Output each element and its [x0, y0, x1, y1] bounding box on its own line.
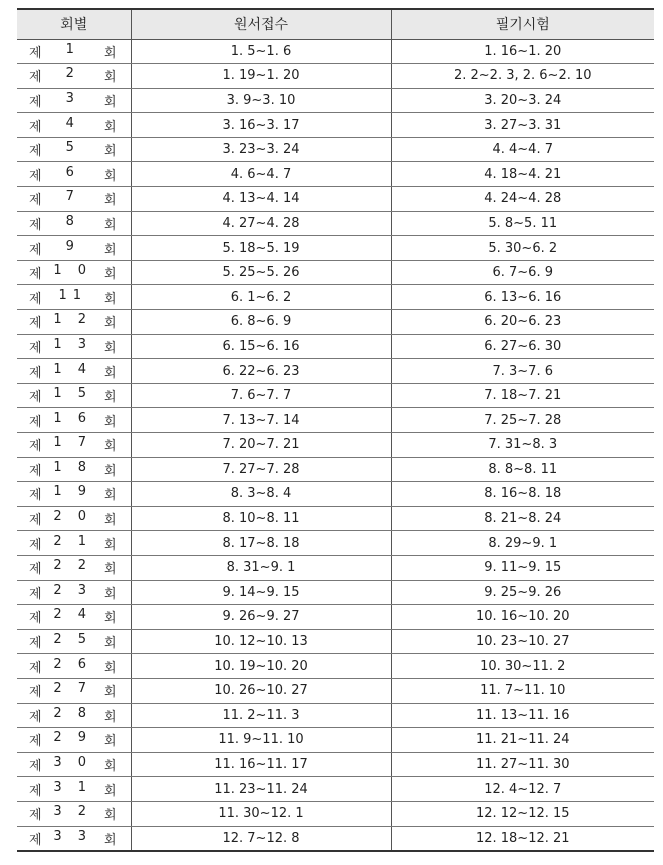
- application-period-cell: 6. 1~6. 2: [131, 285, 391, 310]
- round-suffix: 회: [103, 488, 117, 504]
- table-row: [17, 752, 654, 777]
- round-suffix: 회: [103, 463, 117, 479]
- round-cell: [17, 506, 131, 531]
- table-row: [17, 654, 654, 679]
- application-period-cell: 10. 12~10. 13: [131, 629, 391, 654]
- header-application: 원서접수: [131, 9, 391, 39]
- table-row: [17, 310, 654, 335]
- application-period-cell: 10. 19~10. 20: [131, 654, 391, 679]
- round-number: 2 0: [53, 509, 93, 525]
- schedule-table-container: [17, 8, 654, 852]
- round-suffix: 회: [103, 586, 117, 602]
- written-exam-period-cell: 8. 29~9. 1: [391, 531, 654, 556]
- table-row: [17, 236, 654, 261]
- round-number: 11: [58, 287, 88, 303]
- round-suffix: 회: [103, 808, 117, 824]
- written-exam-period-cell: 7. 31~8. 3: [391, 433, 654, 458]
- application-period-cell: 5. 25~5. 26: [131, 260, 391, 285]
- round-number: 1 0: [53, 263, 93, 279]
- table-row: [17, 703, 654, 728]
- round-number: 2 6: [53, 656, 93, 672]
- round-cell: [17, 64, 131, 89]
- application-period-cell: 4. 13~4. 14: [131, 187, 391, 212]
- round-cell: [17, 359, 131, 384]
- application-period-cell: 12. 7~12. 8: [131, 826, 391, 851]
- round-cell: [17, 531, 131, 556]
- round-prefix: 제: [29, 513, 42, 529]
- round-prefix: 제: [29, 144, 42, 160]
- round-suffix: 회: [103, 390, 117, 406]
- table-row: [17, 531, 654, 556]
- round-prefix: 제: [29, 316, 42, 332]
- header-written-exam: 필기시험: [391, 9, 654, 39]
- round-cell: [17, 457, 131, 482]
- round-label: [17, 189, 131, 208]
- table-row: [17, 629, 654, 654]
- round-cell: [17, 801, 131, 826]
- table-row: [17, 162, 654, 187]
- round-number: 2 1: [53, 533, 93, 549]
- round-suffix: 회: [103, 119, 117, 135]
- application-period-cell: 4. 27~4. 28: [131, 211, 391, 236]
- round-suffix: 회: [103, 439, 117, 455]
- round-prefix: 제: [29, 119, 42, 135]
- round-prefix: 제: [29, 586, 42, 602]
- round-suffix: 회: [103, 168, 117, 184]
- application-period-cell: 7. 27~7. 28: [131, 457, 391, 482]
- application-period-cell: 11. 2~11. 3: [131, 703, 391, 728]
- application-period-cell: 11. 30~12. 1: [131, 801, 391, 826]
- table-row: [17, 506, 654, 531]
- application-period-cell: 3. 16~3. 17: [131, 113, 391, 138]
- written-exam-period-cell: 10. 16~10. 20: [391, 605, 654, 630]
- application-period-cell: 7. 20~7. 21: [131, 433, 391, 458]
- table-row: [17, 137, 654, 162]
- round-prefix: 제: [29, 291, 42, 307]
- written-exam-period-cell: 5. 8~5. 11: [391, 211, 654, 236]
- round-cell: [17, 383, 131, 408]
- table-row: [17, 433, 654, 458]
- round-label: [17, 411, 131, 430]
- round-prefix: 제: [29, 832, 42, 848]
- table-row: [17, 555, 654, 580]
- round-label: [17, 558, 131, 577]
- application-period-cell: 6. 15~6. 16: [131, 334, 391, 359]
- written-exam-period-cell: 2. 2~2. 3, 2. 6~2. 10: [391, 64, 654, 89]
- round-prefix: 제: [29, 168, 42, 184]
- round-label: [17, 755, 131, 774]
- table-row: [17, 728, 654, 753]
- table-row: [17, 482, 654, 507]
- written-exam-period-cell: 4. 18~4. 21: [391, 162, 654, 187]
- round-number: 4: [65, 115, 80, 131]
- round-cell: [17, 629, 131, 654]
- round-label: [17, 484, 131, 503]
- application-period-cell: 8. 3~8. 4: [131, 482, 391, 507]
- round-prefix: 제: [29, 660, 42, 676]
- round-number: 5: [65, 140, 80, 156]
- header-row: [17, 9, 654, 39]
- round-number: 3 1: [53, 779, 93, 795]
- exam-schedule-table: [17, 8, 654, 852]
- round-prefix: 제: [29, 783, 42, 799]
- written-exam-period-cell: 6. 7~6. 9: [391, 260, 654, 285]
- round-cell: [17, 211, 131, 236]
- written-exam-period-cell: 6. 13~6. 16: [391, 285, 654, 310]
- round-suffix: 회: [103, 45, 117, 61]
- application-period-cell: 3. 23~3. 24: [131, 137, 391, 162]
- written-exam-period-cell: 3. 27~3. 31: [391, 113, 654, 138]
- written-exam-period-cell: 10. 30~11. 2: [391, 654, 654, 679]
- round-number: 3 0: [53, 755, 93, 771]
- round-suffix: 회: [103, 832, 117, 848]
- written-exam-period-cell: 9. 25~9. 26: [391, 580, 654, 605]
- round-label: [17, 583, 131, 602]
- table-row: [17, 678, 654, 703]
- table-row: [17, 260, 654, 285]
- round-label: [17, 288, 131, 307]
- table-row: [17, 187, 654, 212]
- round-label: [17, 263, 131, 282]
- round-label: [17, 607, 131, 626]
- round-label: [17, 362, 131, 381]
- written-exam-period-cell: 7. 3~7. 6: [391, 359, 654, 384]
- round-prefix: 제: [29, 414, 42, 430]
- round-prefix: 제: [29, 365, 42, 381]
- round-number: 2 7: [53, 681, 93, 697]
- round-number: 1 8: [53, 459, 93, 475]
- round-label: [17, 337, 131, 356]
- application-period-cell: 5. 18~5. 19: [131, 236, 391, 261]
- round-prefix: 제: [29, 463, 42, 479]
- table-row: [17, 580, 654, 605]
- written-exam-period-cell: 12. 18~12. 21: [391, 826, 654, 851]
- round-number: 1 4: [53, 361, 93, 377]
- round-prefix: 제: [29, 734, 42, 750]
- round-label: [17, 829, 131, 848]
- round-prefix: 제: [29, 636, 42, 652]
- round-number: 2 9: [53, 730, 93, 746]
- application-period-cell: 7. 6~7. 7: [131, 383, 391, 408]
- round-cell: [17, 408, 131, 433]
- written-exam-period-cell: 11. 13~11. 16: [391, 703, 654, 728]
- table-row: [17, 605, 654, 630]
- round-cell: [17, 137, 131, 162]
- round-number: 2 4: [53, 607, 93, 623]
- round-label: [17, 239, 131, 258]
- round-number: 8: [65, 213, 80, 229]
- round-prefix: 제: [29, 709, 42, 725]
- round-prefix: 제: [29, 611, 42, 627]
- round-cell: [17, 260, 131, 285]
- table-row: [17, 777, 654, 802]
- round-suffix: 회: [103, 562, 117, 578]
- round-suffix: 회: [103, 783, 117, 799]
- round-number: 2 2: [53, 558, 93, 574]
- written-exam-period-cell: 6. 27~6. 30: [391, 334, 654, 359]
- round-suffix: 회: [103, 340, 117, 356]
- round-number: 2 5: [53, 632, 93, 648]
- application-period-cell: 11. 16~11. 17: [131, 752, 391, 777]
- written-exam-period-cell: 3. 20~3. 24: [391, 88, 654, 113]
- round-prefix: 제: [29, 70, 42, 86]
- application-period-cell: 10. 26~10. 27: [131, 678, 391, 703]
- round-cell: [17, 703, 131, 728]
- round-number: 2 3: [53, 582, 93, 598]
- round-label: [17, 312, 131, 331]
- table-row: [17, 88, 654, 113]
- round-suffix: 회: [103, 513, 117, 529]
- round-label: [17, 386, 131, 405]
- round-prefix: 제: [29, 562, 42, 578]
- round-prefix: 제: [29, 193, 42, 209]
- round-label: [17, 657, 131, 676]
- round-number: 2: [65, 66, 80, 82]
- written-exam-period-cell: 11. 27~11. 30: [391, 752, 654, 777]
- round-label: [17, 509, 131, 528]
- round-number: 6: [65, 164, 80, 180]
- round-suffix: 회: [103, 537, 117, 553]
- round-label: [17, 534, 131, 553]
- round-prefix: 제: [29, 340, 42, 356]
- round-prefix: 제: [29, 537, 42, 553]
- round-cell: [17, 285, 131, 310]
- round-prefix: 제: [29, 390, 42, 406]
- header-round: 회별: [17, 9, 131, 39]
- round-suffix: 회: [103, 267, 117, 283]
- round-prefix: 제: [29, 488, 42, 504]
- application-period-cell: 6. 22~6. 23: [131, 359, 391, 384]
- round-cell: [17, 605, 131, 630]
- written-exam-period-cell: 4. 4~4. 7: [391, 137, 654, 162]
- written-exam-period-cell: 5. 30~6. 2: [391, 236, 654, 261]
- round-prefix: 제: [29, 808, 42, 824]
- round-suffix: 회: [103, 660, 117, 676]
- round-number: 9: [65, 238, 80, 254]
- round-cell: [17, 555, 131, 580]
- table-row: [17, 285, 654, 310]
- round-number: 1 7: [53, 435, 93, 451]
- round-cell: [17, 826, 131, 851]
- round-cell: [17, 113, 131, 138]
- round-number: 1 5: [53, 386, 93, 402]
- round-cell: [17, 310, 131, 335]
- written-exam-period-cell: 12. 12~12. 15: [391, 801, 654, 826]
- written-exam-period-cell: 1. 16~1. 20: [391, 39, 654, 64]
- application-period-cell: 8. 10~8. 11: [131, 506, 391, 531]
- written-exam-period-cell: 8. 21~8. 24: [391, 506, 654, 531]
- round-label: [17, 214, 131, 233]
- round-label: [17, 730, 131, 749]
- round-label: [17, 460, 131, 479]
- round-number: 3 3: [53, 828, 93, 844]
- round-suffix: 회: [103, 709, 117, 725]
- round-prefix: 제: [29, 759, 42, 775]
- application-period-cell: 7. 13~7. 14: [131, 408, 391, 433]
- application-period-cell: 11. 23~11. 24: [131, 777, 391, 802]
- round-cell: [17, 728, 131, 753]
- table-body: [17, 39, 654, 851]
- table-row: [17, 39, 654, 64]
- round-label: [17, 435, 131, 454]
- round-label: [17, 165, 131, 184]
- round-label: [17, 706, 131, 725]
- table-row: [17, 64, 654, 89]
- round-suffix: 회: [103, 685, 117, 701]
- round-cell: [17, 39, 131, 64]
- round-suffix: 회: [103, 94, 117, 110]
- round-cell: [17, 678, 131, 703]
- application-period-cell: 1. 19~1. 20: [131, 64, 391, 89]
- round-number: 3 2: [53, 804, 93, 820]
- written-exam-period-cell: 12. 4~12. 7: [391, 777, 654, 802]
- round-number: 1 9: [53, 484, 93, 500]
- round-cell: [17, 654, 131, 679]
- written-exam-period-cell: 11. 21~11. 24: [391, 728, 654, 753]
- round-label: [17, 632, 131, 651]
- round-label: [17, 91, 131, 110]
- round-suffix: 회: [103, 734, 117, 750]
- round-suffix: 회: [103, 242, 117, 258]
- round-number: 2 8: [53, 705, 93, 721]
- round-cell: [17, 777, 131, 802]
- table-row: [17, 457, 654, 482]
- written-exam-period-cell: 7. 25~7. 28: [391, 408, 654, 433]
- written-exam-period-cell: 8. 16~8. 18: [391, 482, 654, 507]
- round-cell: [17, 236, 131, 261]
- table-row: [17, 826, 654, 851]
- round-suffix: 회: [103, 70, 117, 86]
- written-exam-period-cell: 10. 23~10. 27: [391, 629, 654, 654]
- round-suffix: 회: [103, 193, 117, 209]
- table-row: [17, 113, 654, 138]
- round-label: [17, 140, 131, 159]
- application-period-cell: 11. 9~11. 10: [131, 728, 391, 753]
- round-suffix: 회: [103, 636, 117, 652]
- written-exam-period-cell: 7. 18~7. 21: [391, 383, 654, 408]
- table-header: [17, 9, 654, 39]
- round-cell: [17, 187, 131, 212]
- application-period-cell: 9. 14~9. 15: [131, 580, 391, 605]
- application-period-cell: 4. 6~4. 7: [131, 162, 391, 187]
- round-label: [17, 66, 131, 85]
- round-prefix: 제: [29, 45, 42, 61]
- written-exam-period-cell: 4. 24~4. 28: [391, 187, 654, 212]
- table-row: [17, 211, 654, 236]
- round-suffix: 회: [103, 414, 117, 430]
- round-suffix: 회: [103, 291, 117, 307]
- round-suffix: 회: [103, 316, 117, 332]
- round-cell: [17, 433, 131, 458]
- application-period-cell: 8. 17~8. 18: [131, 531, 391, 556]
- table-row: [17, 334, 654, 359]
- written-exam-period-cell: 11. 7~11. 10: [391, 678, 654, 703]
- round-suffix: 회: [103, 759, 117, 775]
- round-number: 7: [65, 189, 80, 205]
- round-number: 1: [65, 41, 80, 57]
- round-cell: [17, 752, 131, 777]
- round-number: 1 2: [53, 312, 93, 328]
- round-number: 1 6: [53, 410, 93, 426]
- round-suffix: 회: [103, 611, 117, 627]
- round-cell: [17, 482, 131, 507]
- round-cell: [17, 334, 131, 359]
- application-period-cell: 3. 9~3. 10: [131, 88, 391, 113]
- round-suffix: 회: [103, 217, 117, 233]
- table-row: [17, 801, 654, 826]
- round-suffix: 회: [103, 365, 117, 381]
- table-row: [17, 383, 654, 408]
- application-period-cell: 9. 26~9. 27: [131, 605, 391, 630]
- application-period-cell: 6. 8~6. 9: [131, 310, 391, 335]
- round-cell: [17, 162, 131, 187]
- round-label: [17, 116, 131, 135]
- round-prefix: 제: [29, 217, 42, 233]
- round-number: 1 3: [53, 336, 93, 352]
- round-cell: [17, 580, 131, 605]
- written-exam-period-cell: 8. 8~8. 11: [391, 457, 654, 482]
- round-number: 3: [65, 90, 80, 106]
- table-row: [17, 359, 654, 384]
- round-prefix: 제: [29, 94, 42, 110]
- round-label: [17, 42, 131, 61]
- application-period-cell: 1. 5~1. 6: [131, 39, 391, 64]
- round-prefix: 제: [29, 685, 42, 701]
- round-prefix: 제: [29, 242, 42, 258]
- round-cell: [17, 88, 131, 113]
- round-prefix: 제: [29, 439, 42, 455]
- table-row: [17, 408, 654, 433]
- round-label: [17, 780, 131, 799]
- round-label: [17, 681, 131, 700]
- round-prefix: 제: [29, 267, 42, 283]
- application-period-cell: 8. 31~9. 1: [131, 555, 391, 580]
- round-label: [17, 804, 131, 823]
- written-exam-period-cell: 9. 11~9. 15: [391, 555, 654, 580]
- written-exam-period-cell: 6. 20~6. 23: [391, 310, 654, 335]
- round-suffix: 회: [103, 144, 117, 160]
